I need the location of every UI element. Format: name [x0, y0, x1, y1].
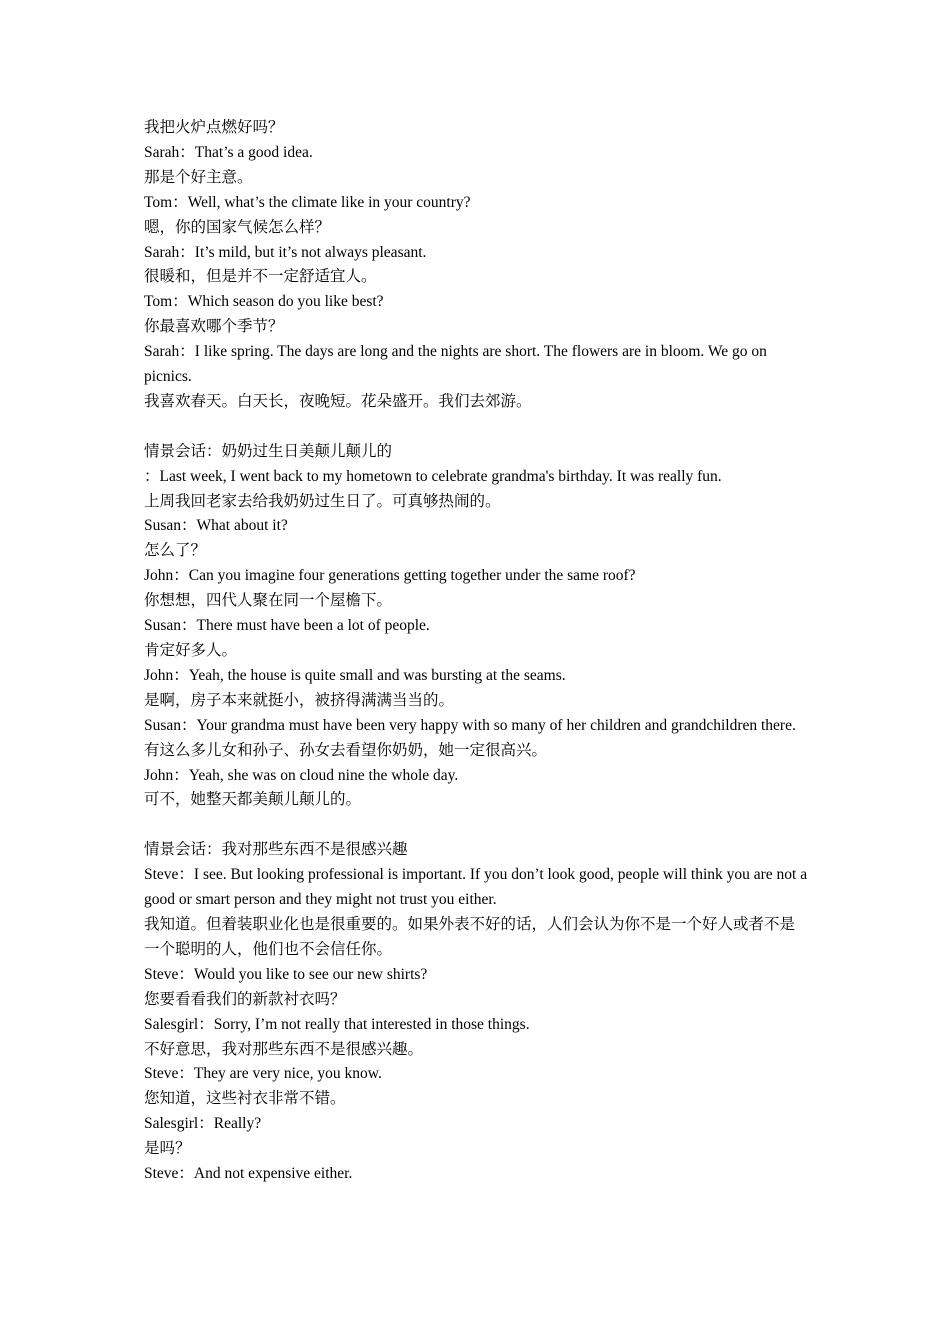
text-line: 可不，她整天都美颠儿颠儿的。 — [144, 791, 362, 809]
text-line: Susan：What about it? — [144, 517, 288, 535]
text-line: 您要看看我们的新款衬衣吗？ — [144, 990, 346, 1008]
text-line: 是啊，房子本来就挺小，被挤得满满当当的。 — [144, 691, 455, 709]
text-line: Sarah：It’s mild, but it’s not always pleasant. — [144, 243, 427, 261]
text-line: Salesgirl：Sorry, I’m not really that interested in those things. — [144, 1015, 530, 1033]
text-line: 不好意思，我对那些东西不是很感兴趣。 — [144, 1040, 424, 1058]
text-line: 怎么了？ — [144, 542, 207, 560]
text-line: Steve：Would you like to see our new shirts? — [144, 965, 428, 983]
text-line: John：Yeah, the house is quite small and was bursting at the seams. — [144, 666, 566, 684]
document-body — [144, 116, 810, 1187]
text-line: John：Can you imagine four generations getting together under the same roof? — [144, 567, 636, 585]
text-line: 您知道，这些衬衣非常不错。 — [144, 1090, 346, 1108]
text-line: 肯定好多人。 — [144, 642, 238, 660]
text-line: Tom：Which season do you like best? — [144, 293, 384, 311]
text-line: Steve：They are very nice, you know. — [144, 1065, 382, 1083]
text-line: Susan：Your grandma must have been very happy with so many of her children and grandchildren there. — [144, 716, 796, 734]
text-line: Sarah：I like spring. The days are long and the nights are short. The flowers are in bloom. We go on picnics. — [144, 343, 767, 386]
text-line: 我把火炉点燃好吗？ — [144, 119, 284, 136]
text-line: Steve：I see. But looking professional is important. If you don’t look good, people will think you are not a good or smart person and they might not trust you either. — [144, 866, 808, 909]
blank-line — [144, 813, 810, 838]
text-line: 那是个好主意。 — [144, 168, 253, 186]
text-line: Salesgirl：Really? — [144, 1115, 262, 1133]
blank-line — [144, 415, 810, 440]
section-heading: 情景会话：我对那些东西不是很感兴趣 — [144, 841, 408, 859]
text-line: 我知道。但着装职业化也是很重要的。如果外表不好的话，人们会认为你不是一个好人或者不是一个聪明的人，他们也不会信任你。 — [144, 915, 796, 958]
text-line: 我喜欢春天。白天长，夜晚短。花朵盛开。我们去郊游。 — [144, 392, 532, 410]
text-line: 你想想，四代人聚在同一个屋檐下。 — [144, 592, 393, 610]
text-line: 有这么多儿女和孙子、孙女去看望你奶奶，她一定很高兴。 — [144, 741, 548, 759]
text-line: ：Last week, I went back to my hometown to celebrate grandma's birthday. It was really fun. — [144, 467, 722, 485]
text-line: Steve：And not expensive either. — [144, 1165, 353, 1183]
text-line: John：Yeah, she was on cloud nine the whole day. — [144, 766, 459, 784]
text-line: Sarah：That’s a good idea. — [144, 143, 313, 161]
text-line: Susan：There must have been a lot of people. — [144, 617, 430, 635]
text-line: 上周我回老家去给我奶奶过生日了。可真够热闹的。 — [144, 492, 501, 510]
text-line: 嗯，你的国家气候怎么样？ — [144, 218, 331, 236]
text-line: 你最喜欢哪个季节？ — [144, 318, 284, 336]
text-line: 是吗？ — [144, 1140, 191, 1158]
section-heading: 情景会话：奶奶过生日美颠儿颠儿的 — [144, 442, 393, 460]
text-line: 很暖和，但是并不一定舒适宜人。 — [144, 268, 377, 286]
text-line: Tom：Well, what’s the climate like in your country? — [144, 193, 471, 211]
